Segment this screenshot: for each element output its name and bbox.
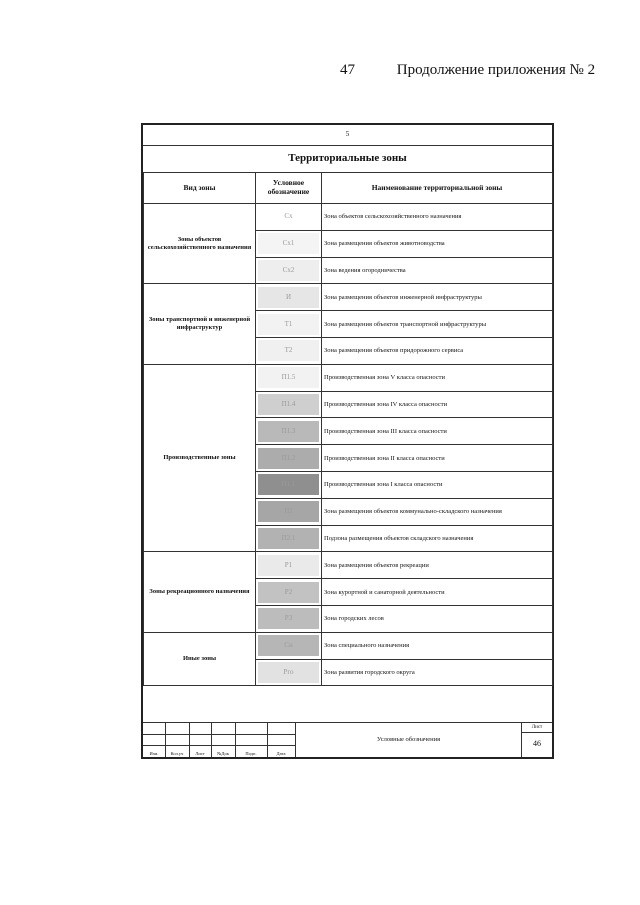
title-block (143, 722, 552, 757)
zone-code-cell (256, 364, 322, 391)
zone-swatch: П2.1 (258, 528, 319, 549)
zone-code-cell (256, 445, 322, 472)
col-header-name: Наименование территориальной зоны (322, 173, 553, 204)
zone-name-cell: Производственная зона IV класса опасности (322, 391, 553, 418)
stamp-cell (235, 723, 268, 757)
zone-swatch: П1.2 (258, 448, 319, 469)
zone-swatch: Сх (258, 206, 319, 227)
zone-code-cell (256, 257, 322, 284)
zone-name-cell: Зона размещения объектов транспортной инфраструктуры (322, 311, 553, 338)
stamp-label: Подп. (245, 751, 257, 756)
zone-name-cell: Зона размещения объектов инженерной инфраструктуры (322, 284, 553, 311)
zone-code-cell (256, 525, 322, 552)
zone-name-cell: Зона развития городского округа (322, 659, 553, 686)
zone-swatch: Р3 (258, 608, 319, 629)
page-header (340, 62, 595, 79)
zone-swatch: Р2 (258, 582, 319, 603)
zone-code-cell (256, 418, 322, 445)
zone-name-cell: Производственная зона I класса опасности (322, 471, 553, 498)
zone-name-cell: Подзона размещения объектов складского назначения (322, 525, 553, 552)
zone-swatch: Р1 (258, 555, 319, 576)
table-row (144, 552, 553, 579)
document-title: Условные обозначения (376, 736, 441, 743)
zone-swatch: П2 (258, 501, 319, 522)
zone-code-cell (256, 391, 322, 418)
stamp-label: Дата (276, 751, 286, 756)
stamp-cell (143, 723, 166, 757)
table-row (144, 364, 553, 391)
sheet-title: Территориальные зоны (143, 145, 552, 173)
stamp-label: Лист (195, 751, 205, 756)
zone-code-cell (256, 284, 322, 311)
zone-name-cell: Зона размещения объектов животноводства (322, 230, 553, 257)
stamp-cell (267, 723, 296, 757)
zone-code-cell (256, 552, 322, 579)
stamp-label: Кол.уч (170, 751, 184, 756)
zone-name-cell: Производственная зона III класса опасности (322, 418, 553, 445)
zone-type-cell: Зоны рекреационного назначения (144, 552, 256, 632)
sheet-value: 46 (533, 739, 541, 748)
zone-name-cell: Зона курортной и санаторной деятельности (322, 579, 553, 606)
table-row (144, 204, 553, 231)
zone-name-cell: Зона размещения объектов рекреации (322, 552, 553, 579)
zone-swatch: П1.1 (258, 474, 319, 495)
sheet-number: 5 (143, 125, 552, 146)
zone-name-cell: Зона размещения объектов коммунально-складского назначения (322, 498, 553, 525)
zone-code-cell (256, 659, 322, 686)
zone-code-cell (256, 498, 322, 525)
zone-name-cell: Зона городских лесов (322, 605, 553, 632)
zone-code-cell (256, 605, 322, 632)
zone-name-cell: Зона объектов сельскохозяйственного назначения (322, 204, 553, 231)
zone-swatch: Рго (258, 662, 319, 683)
sheet-box (521, 723, 552, 757)
zone-swatch: П1.3 (258, 421, 319, 442)
zone-swatch: Т2 (258, 340, 319, 361)
zone-code-cell (256, 311, 322, 338)
table-row (144, 632, 553, 659)
sheet-label: Лист (522, 723, 552, 733)
zone-swatch: Т1 (258, 314, 319, 335)
zone-code-cell (256, 471, 322, 498)
zone-code-cell (256, 337, 322, 364)
zones-body (144, 204, 553, 686)
zone-swatch: Сн (258, 635, 319, 656)
page-number: 47 (340, 62, 355, 78)
table-header-row (144, 173, 553, 204)
zone-code-cell (256, 579, 322, 606)
zone-type-cell: Зоны объектов сельскохозяйственного назначения (144, 204, 256, 284)
zone-swatch: П1.4 (258, 394, 319, 415)
col-header-code: Условное обозначение (256, 173, 322, 204)
table-row (144, 284, 553, 311)
zone-swatch: П1.5 (258, 367, 319, 388)
stamp-label: №Док (217, 751, 229, 756)
zone-name-cell: Производственная зона II класса опасности (322, 445, 553, 472)
legend-sheet (141, 123, 554, 759)
zone-type-cell: Производственные зоны (144, 364, 256, 552)
zone-type-cell: Зоны транспортной и инженерной инфраструктур (144, 284, 256, 364)
zone-name-cell: Производственная зона V класса опасности (322, 364, 553, 391)
zone-type-cell: Иные зоны (144, 632, 256, 686)
zone-swatch: Сх1 (258, 233, 319, 254)
zone-code-cell (256, 204, 322, 231)
stamp-cell (165, 723, 190, 757)
col-header-type: Вид зоны (144, 173, 256, 204)
stamp-cell (211, 723, 236, 757)
stamp-cell (189, 723, 212, 757)
zone-name-cell: Зона ведения огородничества (322, 257, 553, 284)
stamp-label: Изм. (149, 751, 159, 756)
zone-swatch: Сх2 (258, 260, 319, 281)
zone-swatch: И (258, 287, 319, 308)
zones-table (143, 172, 553, 686)
zone-code-cell (256, 632, 322, 659)
zone-code-cell (256, 230, 322, 257)
appendix-caption: Продолжение приложения № 2 (396, 62, 596, 78)
zone-name-cell: Зона размещения объектов придорожного сервиса (322, 337, 553, 364)
zone-name-cell: Зона специального назначения (322, 632, 553, 659)
